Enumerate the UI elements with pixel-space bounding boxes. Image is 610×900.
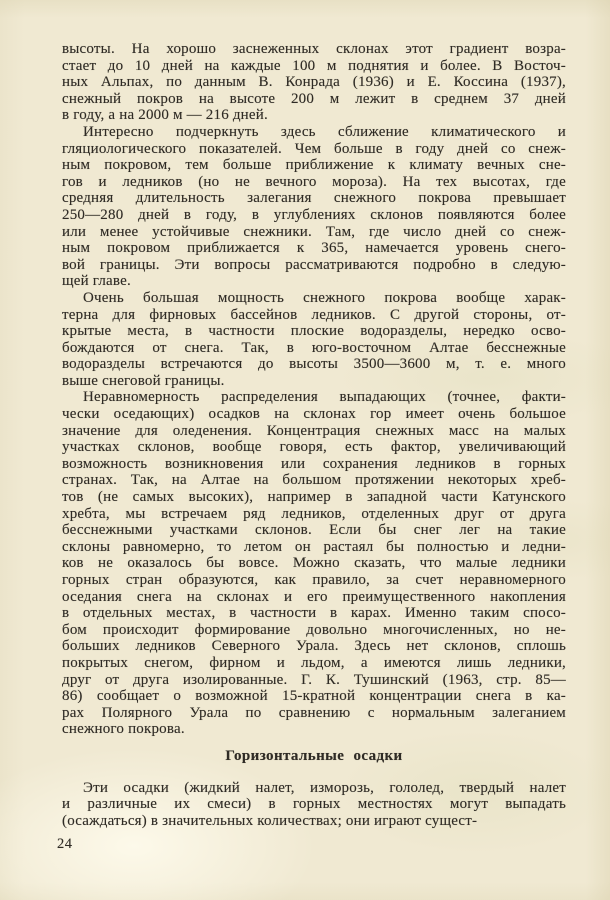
text-line: ным покровом приближается к 365, намечается уровень снего- [62, 240, 566, 257]
text-line: возможность возникновения или сохранения ледников в горных [62, 455, 566, 472]
text-line: ных Альпах, по данным В. Конрада (1936) и Е. Коссина (1937), [62, 74, 566, 91]
paragraph [62, 389, 566, 737]
text-line: бесснежными участками склонов. Если бы снег лег на такие [62, 522, 566, 539]
text-line: странах. Так, на Алтае на большом протяжении некоторых хреб- [62, 472, 566, 489]
text-line: (осаждаться) в значительных количествах; они играют сущест- [62, 812, 478, 829]
text-line: чески оседающих) осадков на склонах гор имеет очень большое [62, 406, 566, 423]
text-line: ков не оказалось бы вовсе. Можно сказать, что малые ледники [62, 555, 566, 572]
text-line: друг от друга изолированные. Г. К. Тушинский (1963, стр. 85— [62, 671, 566, 688]
text-line: ным покровом, тем больше приближение к климату вечных сне- [62, 157, 566, 174]
text-line: Эти осадки (жидкий налет, изморозь, гололед, твердый налет [83, 779, 566, 796]
paragraph [62, 290, 566, 390]
text-line: участках склонов, вообще говоря, есть фактор, увеличивающий [62, 439, 566, 456]
text-line: тов (не самых высоких), например в западной части Катунского [62, 489, 566, 506]
text-line: больших ледников Северного Урала. Здесь нет склонов, сплошь [62, 638, 566, 655]
text-block [62, 41, 566, 829]
text-line: хребта, мы встречаем ряд ледников, отделенных друг от друга [62, 505, 566, 522]
text-line: выше снеговой границы. [62, 372, 225, 389]
text-line: или менее устойчивые снежники. Там, где число дней со снеж- [62, 223, 566, 240]
text-line: щей главе. [62, 273, 131, 290]
text-line: склоны равномерно, то летом он растаял бы полностью и ледни- [62, 538, 566, 555]
text-line: в отдельных местах, в частности в карах. Именно таким спосо- [62, 605, 566, 622]
text-line: крытые места, в частности плоские водоразделы, нередко осво- [62, 323, 566, 340]
section-heading: Горизонтальные осадки [225, 747, 403, 764]
text-line: гов и ледников (но не вечного мороза). На тех высотах, где [62, 173, 566, 190]
text-line: вой границы. Эти вопросы рассматриваются подробно в следую- [62, 256, 566, 273]
text-line: Очень большая мощность снежного покрова вообще харак- [83, 289, 566, 306]
paragraph [62, 41, 566, 124]
text-line: покрытых снегом, фирном и льдом, а имеются лишь ледники, [62, 654, 566, 671]
text-line: горных стран образуются, как правило, за счет неравномерного [62, 572, 566, 588]
text-line: в году, а на 2000 м — 216 дней. [62, 107, 268, 124]
text-line: Неравномерность распределения выпадающих (точнее, факти- [83, 389, 566, 406]
text-line: рах Полярного Урала по сравнению с нормальным залеганием [62, 704, 566, 721]
paragraph [62, 780, 566, 830]
text-line: терна для фирновых бассейнов ледников. С другой стороны, от- [62, 306, 566, 323]
page-number: 24 [57, 836, 73, 852]
text-line: снежный покров на высоте 200 м лежит в среднем 37 дней [62, 90, 566, 107]
text-line: снежного покрова. [62, 721, 185, 738]
paragraph [62, 124, 566, 290]
text-line: высоты. На хорошо заснеженных склонах этот градиент возра- [62, 41, 566, 57]
text-line: оседания снега на склонах и его преимущественного накопления [62, 588, 566, 605]
text-line: бом происходит формирование довольно многочисленных, но не- [62, 621, 566, 638]
text-line: гляциологического показателей. Чем больше в году дней со снеж- [62, 140, 566, 157]
text-line: стает до 10 дней на каждые 100 м поднятия и более. В Восточ- [62, 57, 566, 74]
text-line: 250—280 дней в году, в углублениях склонов появляются более [62, 206, 566, 223]
text-line: средняя длительность залегания снежного покрова превышает [62, 190, 566, 207]
text-line: бождаются от снега. Так, в юго-восточном Алтае бесснежные [62, 339, 566, 356]
text-line: значение для оледенения. Концентрация снежных масс на малых [62, 422, 566, 439]
text-line: водоразделы встречаются до высоты 3500—3600 м, т. е. много [62, 356, 566, 373]
text-line: Интересно подчеркнуть здесь сближение климатического и [83, 123, 566, 140]
text-line: 86) сообщает о возможной 15-кратной концентрации снега в ка- [62, 688, 566, 705]
text-line: и различные их смеси) в горных местностях могут выпадать [62, 796, 566, 813]
